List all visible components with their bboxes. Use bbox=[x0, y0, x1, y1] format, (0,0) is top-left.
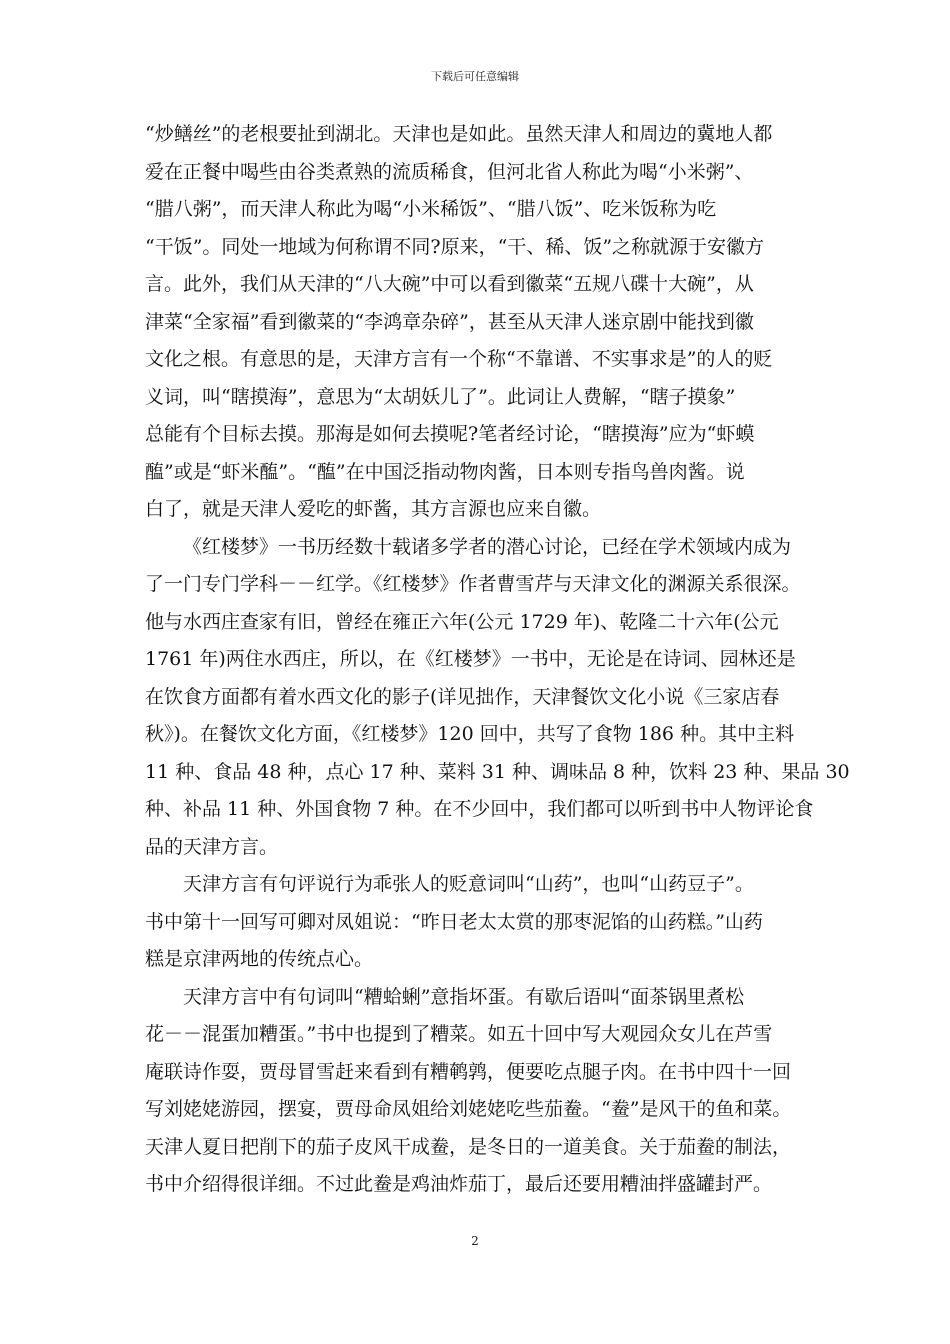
text-line: 庵联诗作耍，贾母冒雪赶来看到有糟鹌鹑，便要吃点腿子肉。在书中四十一回 bbox=[145, 1060, 792, 1083]
text-line: 义词，叫“瞎摸海”，意思为“太胡妖儿了”。此词让人费解，“瞎子摸象” bbox=[145, 385, 736, 408]
text-line: 白了，就是天津人爱吃的虾酱，其方言源也应来自徽。 bbox=[145, 498, 602, 520]
text-line: 在饮食方面都有着水西文化的影子(详见拙作，天津餐饮文化小说《三家店春 bbox=[145, 685, 780, 708]
text-line: 种、补品 11 种、外国食物 7 种。在不少回中，我们都可以听到书中人物评论食 bbox=[145, 798, 814, 820]
text-line: 写刘姥姥游园，摆宴，贾母命凤姐给刘姥姥吃些茄鲞。“鲞”是风干的鱼和菜。 bbox=[145, 1098, 792, 1120]
text-line: 总能有个目标去摸。那海是如何去摸呢?笔者经讨论，“瞎摸海”应为“虾蟆 bbox=[145, 423, 755, 445]
text-line: “干饭”。同处一地域为何称谓不同?原来，“干、稀、饭”之称就源于安徽方 bbox=[145, 235, 765, 258]
text-line: “腊八粥”，而天津人称此为喝“小米稀饭”、“腊八饭”、吃米饭称为吃 bbox=[145, 198, 717, 220]
text-line: 醢”或是“虾米醢”。“醢”在中国泛指动物肉酱，日本则专指鸟兽肉酱。说 bbox=[145, 460, 745, 483]
text-line: 书中第十一回写可卿对凤姐说：“昨日老太太赏的那枣泥馅的山药糕。”山药 bbox=[145, 910, 763, 933]
text-line: 津菜“全家福”看到徽菜的“李鸿章杂碎”，甚至从天津人迷京剧中能找到徽 bbox=[145, 310, 754, 333]
text-line: 11 种、食品 48 种，点心 17 种、菜料 31 种、调味品 8 种，饮料 23 种、果品 30 bbox=[145, 760, 850, 783]
text-line: 书中介绍得很详细。不过此鲞是鸡油炸茄丁，最后还要用糟油拌盛罐封严。 bbox=[145, 1173, 773, 1195]
page-number: 2 bbox=[471, 1234, 479, 1248]
text-line: “炒鳝丝”的老根要扯到湖北。天津也是如此。虽然天津人和周边的冀地人都 bbox=[145, 123, 773, 145]
text-line: 秋》)。在餐饮文化方面，《红楼梦》120 回中，共写了食物 186 种。其中主料 bbox=[145, 723, 795, 745]
text-line: 他与水西庄查家有旧，曾经在雍正六年(公元 1729 年)、乾隆二十六年(公元 bbox=[145, 610, 779, 633]
text-line: 品的天津方言。 bbox=[145, 835, 279, 858]
text-line: 花－－混蛋加糟蛋。”书中也提到了糟菜。如五十回中写大观园众女儿在芦雪 bbox=[145, 1023, 773, 1045]
text-line: 爱在正餐中喝些由谷类煮熟的流质稀食，但河北省人称此为喝“小米粥”、 bbox=[145, 160, 754, 183]
text-line: 文化之根。有意思的是，天津方言有一个称“不靠谱、不实事求是”的人的贬 bbox=[145, 348, 773, 370]
page-header: 下载后可任意编辑 bbox=[431, 70, 519, 83]
paragraph-start-line: 天津方言有句评说行为乖张人的贬意词叫“山药”，也叫“山药豆子”。 bbox=[183, 873, 754, 895]
text-line: 言。此外，我们从天津的“八大碗”中可以看到徽菜“五规八碟十大碗”，从 bbox=[145, 273, 754, 295]
paragraph-start-line: 天津方言中有句词叫“糟蛤蜊”意指坏蛋。有歇后语叫“面茶锅里煮松 bbox=[183, 985, 745, 1008]
document-body bbox=[145, 116, 850, 1204]
paragraph-start-line: 《红楼梦》一书历经数十载诸多学者的潜心讨论，已经在学术领域内成为 bbox=[183, 535, 792, 558]
text-line: 天津人夏日把削下的茄子皮风干成鲞，是冬日的一道美食。关于茄鲞的制法， bbox=[145, 1135, 792, 1158]
text-line: 了一门专门学科－－红学。《红楼梦》作者曹雪芹与天津文化的渊源关系很深。 bbox=[145, 573, 801, 595]
text-line: 糕是京津两地的传统点心。 bbox=[145, 948, 374, 970]
text-line: 1761 年)两住水西庄，所以，在《红楼梦》一书中，无论是在诗词、园林还是 bbox=[145, 648, 796, 670]
